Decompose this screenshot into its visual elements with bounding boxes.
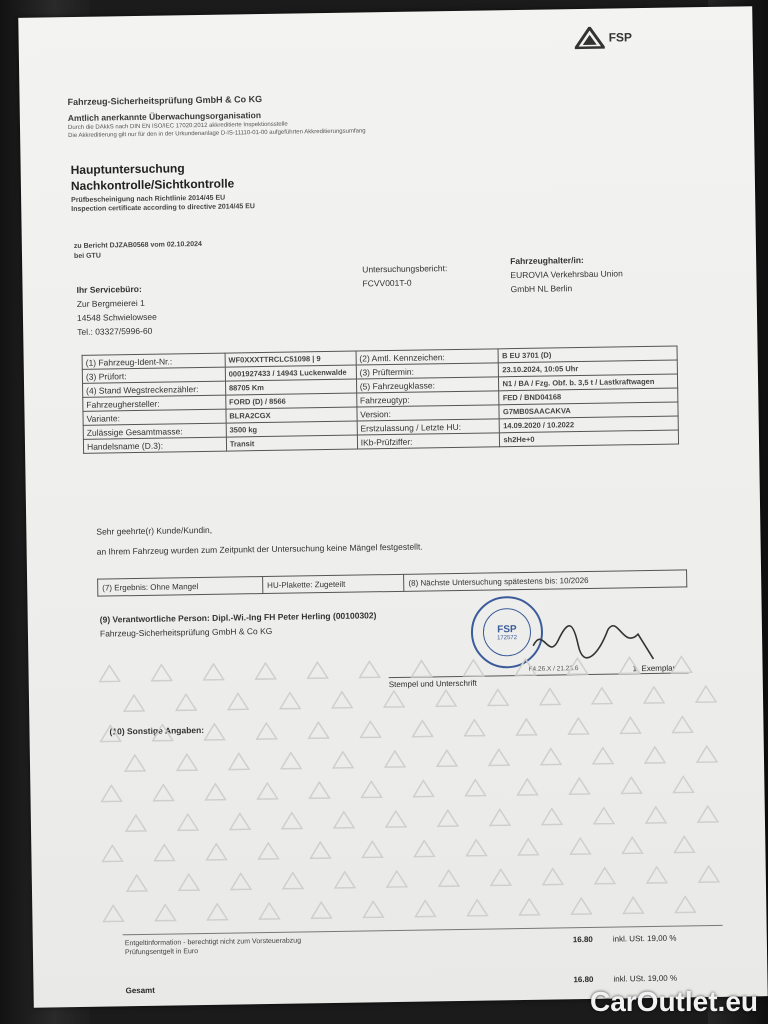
watermark-triangle-icon bbox=[698, 865, 720, 883]
watermark-triangle-icon bbox=[154, 903, 176, 921]
watermark-triangle-icon bbox=[410, 659, 432, 677]
watermark-triangle-icon bbox=[203, 723, 225, 741]
next-inspection-cell: (8) Nächste Untersuchung spätestens bis: 10/2026 bbox=[404, 570, 687, 591]
doc-title: Hauptuntersuchung bbox=[70, 161, 185, 178]
details-value: G7MB0SAACAKVA bbox=[499, 402, 678, 419]
details-value: FORD (D) / 8566 bbox=[226, 393, 357, 409]
watermark-triangle-icon bbox=[517, 838, 539, 856]
watermark-triangle-icon bbox=[540, 747, 562, 765]
total-tax: inkl. USt. 19,00 % bbox=[613, 973, 678, 984]
watermark-triangle-icon bbox=[621, 836, 643, 854]
watermark-triangle-icon bbox=[100, 784, 122, 802]
watermark-triangle-icon bbox=[229, 812, 251, 830]
caroutlet-watermark: CarOutlet.eu bbox=[589, 986, 758, 1017]
watermark-triangle-icon bbox=[99, 724, 121, 742]
watermark-triangle-icon bbox=[466, 899, 488, 917]
watermark-triangle-icon bbox=[465, 839, 487, 857]
watermark-triangle-icon bbox=[306, 661, 328, 679]
watermark-triangle-icon bbox=[227, 692, 249, 710]
watermark-triangle-icon bbox=[309, 841, 331, 859]
watermark-triangle-icon bbox=[697, 805, 719, 823]
details-value: 14.09.2020 / 10.2022 bbox=[500, 416, 679, 433]
details-label: Fahrzeughersteller: bbox=[83, 395, 226, 411]
watermark-triangle-icon bbox=[567, 717, 589, 735]
watermark-triangle-icon bbox=[178, 873, 200, 891]
watermark-triangle-icon bbox=[205, 843, 227, 861]
fee-info-line-2: Prüfungsentgelt in Euro bbox=[124, 948, 199, 957]
details-label: IKb-Prüfziffer: bbox=[357, 433, 500, 449]
watermark-triangle-icon bbox=[412, 779, 434, 797]
responsible-org: Fahrzeug-Sicherheitsprüfung GmbH & Co KG bbox=[99, 625, 273, 639]
watermark-triangle-icon bbox=[384, 750, 406, 768]
watermark-triangle-icon bbox=[257, 842, 279, 860]
watermark-triangle-icon bbox=[620, 776, 642, 794]
total-label: Gesamt bbox=[125, 985, 155, 996]
fsp-triangle-icon bbox=[574, 27, 604, 49]
accreditation-line-2: Die Akkreditierung gilt nur für den in der Urkundenanlage D-IS-11110-01-00 aufgeführten Akkreditierungsumfang bbox=[68, 128, 366, 140]
signature-meta: F4.26.X / 21.23.6 bbox=[528, 665, 579, 673]
watermark-triangle-icon bbox=[539, 687, 561, 705]
results-table bbox=[97, 569, 687, 596]
org-name: Fahrzeug-Sicherheitsprüfung GmbH & Co KG bbox=[67, 94, 263, 108]
other-info-heading: (10) Sonstige Angaben: bbox=[109, 724, 205, 737]
watermark-triangle-icon bbox=[695, 685, 717, 703]
watermark-triangle-icon bbox=[414, 899, 436, 917]
directive-de: Prüfbescheinigung nach Richtlinie 2014/45 EU bbox=[71, 194, 226, 205]
watermark-triangle-icon bbox=[541, 807, 563, 825]
watermark-triangle-icon bbox=[206, 903, 228, 921]
watermark-triangle-icon bbox=[696, 745, 718, 763]
stamp-text: FSP bbox=[497, 623, 517, 635]
report-heading: Untersuchungsbericht: bbox=[362, 263, 448, 275]
details-label: Fahrzeugtyp: bbox=[356, 391, 499, 407]
watermark-triangle-icon bbox=[281, 811, 303, 829]
watermark-triangle-icon bbox=[438, 869, 460, 887]
watermark-triangle-icon bbox=[150, 663, 172, 681]
signature-label: Stempel und Unterschrift bbox=[388, 678, 477, 690]
signature-line bbox=[389, 672, 689, 678]
directive-en: Inspection certificate according to directive 2014/45 EU bbox=[71, 203, 255, 214]
details-label: (3) Prüfort: bbox=[82, 367, 225, 383]
copy-label: 1. Exemplar bbox=[632, 663, 676, 674]
details-value: 3500 kg bbox=[226, 421, 357, 437]
watermark-triangle-icon bbox=[151, 723, 173, 741]
accreditation-line-1: Durch die DAkkS nach DIN EN ISO/IEC 17020:2012 akkreditierte Inspektionsstelle bbox=[67, 121, 288, 132]
fsp-logo bbox=[574, 26, 632, 49]
owner-line-2: GmbH NL Berlin bbox=[510, 283, 573, 295]
watermark-triangle-icon bbox=[333, 811, 355, 829]
watermark-triangle-icon bbox=[177, 813, 199, 831]
watermark-triangle-icon bbox=[645, 806, 667, 824]
details-value: 23.10.2024, 10:05 Uhr bbox=[499, 360, 678, 377]
watermark-triangle-icon bbox=[487, 688, 509, 706]
watermark-triangle-icon bbox=[566, 657, 588, 675]
watermark-triangle-icon bbox=[672, 775, 694, 793]
watermark-triangle-icon bbox=[282, 871, 304, 889]
watermark-triangle-icon bbox=[619, 716, 641, 734]
watermark-triangle-icon bbox=[464, 779, 486, 797]
details-value: N1 / BA / Fzg. Obf. b. 3,5 t / Lastkraftwagen bbox=[499, 374, 678, 391]
watermark-triangle-icon bbox=[124, 754, 146, 772]
service-office-city: 14548 Schwielowsee bbox=[76, 311, 157, 323]
watermark-triangle-icon bbox=[279, 691, 301, 709]
watermark-triangle-icon bbox=[594, 867, 616, 885]
result-cell: (7) Ergebnis: Ohne Mangel bbox=[98, 577, 263, 597]
watermark-triangle-icon bbox=[569, 837, 591, 855]
report-reference: zu Bericht DJZAB0568 vom 02.10.2024 bbox=[73, 240, 202, 250]
details-value: B EU 3701 (D) bbox=[499, 346, 678, 363]
watermark-triangle-icon bbox=[310, 901, 332, 919]
watermark-triangle-icon bbox=[204, 783, 226, 801]
watermark-triangle-icon bbox=[437, 809, 459, 827]
watermark-triangle-icon bbox=[176, 753, 198, 771]
watermark-triangle-icon bbox=[175, 693, 197, 711]
inspection-certificate bbox=[18, 6, 767, 1007]
watermark-triangle-icon bbox=[385, 810, 407, 828]
watermark-triangle-icon bbox=[360, 780, 382, 798]
watermark-triangle-icon bbox=[673, 835, 695, 853]
watermark-triangle-icon bbox=[123, 694, 145, 712]
fee-tax: inkl. USt. 19,00 % bbox=[612, 933, 677, 944]
details-label: Erstzulassung / Letzte HU: bbox=[357, 419, 500, 435]
watermark-triangle-icon bbox=[570, 897, 592, 915]
details-value: 88705 Km bbox=[225, 379, 356, 395]
watermark-triangle-icon bbox=[331, 691, 353, 709]
watermark-triangle-icon bbox=[101, 844, 123, 862]
watermark-triangle-icon bbox=[643, 686, 665, 704]
watermark-triangle-icon bbox=[462, 659, 484, 677]
watermark-triangle-icon bbox=[674, 895, 696, 913]
watermark-triangle-icon bbox=[280, 751, 302, 769]
watermark-triangle-icon bbox=[516, 778, 538, 796]
watermark-triangle-icon bbox=[542, 867, 564, 885]
details-value: 0001927433 / 14943 Luckenwalde bbox=[225, 365, 356, 381]
total-amount: 16.80 bbox=[573, 974, 594, 985]
watermark-triangle-icon bbox=[334, 871, 356, 889]
watermark-triangle-icon bbox=[488, 748, 510, 766]
details-value: Transit bbox=[226, 435, 357, 451]
plakette-cell: HU-Plakette: Zugeteilt bbox=[262, 574, 404, 593]
watermark-triangle-icon bbox=[622, 896, 644, 914]
details-label: (4) Stand Wegstreckenzähler: bbox=[83, 381, 226, 397]
watermark-triangle-icon bbox=[644, 746, 666, 764]
details-label: Variante: bbox=[83, 409, 226, 425]
watermark-triangle-icon bbox=[359, 720, 381, 738]
watermark-triangle-icon bbox=[255, 722, 277, 740]
details-value: BLRA2CGX bbox=[226, 407, 357, 423]
service-office-phone: Tel.: 03327/5996-60 bbox=[77, 325, 153, 337]
watermark-triangle-icon bbox=[411, 719, 433, 737]
vehicle-details-table bbox=[82, 346, 679, 454]
watermark-triangle-icon bbox=[413, 839, 435, 857]
watermark-triangle-icon bbox=[102, 904, 124, 922]
watermark-triangle-icon bbox=[568, 777, 590, 795]
watermark-triangle-icon bbox=[361, 840, 383, 858]
details-value: FED / BND04168 bbox=[499, 388, 678, 405]
watermark-triangle-icon bbox=[592, 747, 614, 765]
watermark-triangle-icon bbox=[490, 868, 512, 886]
details-value: sh2He+0 bbox=[500, 430, 679, 447]
watermark-triangle-icon bbox=[332, 751, 354, 769]
watermark-triangle-icon bbox=[671, 715, 693, 733]
watermark-triangle-icon bbox=[228, 752, 250, 770]
details-label: (1) Fahrzeug-Ident-Nr.: bbox=[82, 353, 225, 369]
stamp-number: 172572 bbox=[497, 634, 518, 641]
watermark-triangle-icon bbox=[98, 664, 120, 682]
watermark-triangle-icon bbox=[362, 900, 384, 918]
details-label: Zulässige Gesamtmasse: bbox=[83, 423, 226, 439]
watermark-triangle-icon bbox=[670, 655, 692, 673]
letter-greeting: Sehr geehrte(r) Kunde/Kundin, bbox=[96, 524, 213, 537]
watermark-triangle-icon bbox=[152, 783, 174, 801]
details-label: Version: bbox=[357, 405, 500, 421]
watermark-triangle-icon bbox=[125, 814, 147, 832]
watermark-triangle-icon bbox=[646, 866, 668, 884]
watermark-triangle-icon bbox=[308, 781, 330, 799]
watermark-triangle-icon bbox=[618, 656, 640, 674]
service-office-street: Zur Bergmeierei 1 bbox=[76, 297, 145, 309]
watermark-triangle-icon bbox=[593, 807, 615, 825]
responsible-person: (9) Verantwortliche Person: Dipl.-Wi.-Ing FH Peter Herling (00100302) bbox=[99, 610, 377, 625]
watermark-triangle-icon bbox=[435, 689, 457, 707]
watermark-triangle-icon bbox=[489, 808, 511, 826]
owner-line-1: EUROVIA Verkehrsbau Union bbox=[510, 268, 623, 281]
watermark-triangle-icon bbox=[358, 660, 380, 678]
watermark-triangle-icon bbox=[463, 719, 485, 737]
watermark-triangle-icon bbox=[514, 658, 536, 676]
watermark-triangle-icon bbox=[258, 902, 280, 920]
accreditation-title: Amtlich anerkannte Überwachungsorganisation bbox=[67, 110, 262, 124]
watermark-triangle-icon bbox=[518, 898, 540, 916]
report-number: FCVV001T-0 bbox=[362, 277, 412, 289]
owner-heading: Fahrzeughalter/in: bbox=[510, 254, 584, 267]
watermark-triangle-icon bbox=[436, 749, 458, 767]
doc-subtitle: Nachkontrolle/Sichtkontrolle bbox=[70, 176, 235, 194]
watermark-triangle-icon bbox=[126, 874, 148, 892]
letter-body: an Ihrem Fahrzeug wurden zum Zeitpunkt der Untersuchung keine Mängel festgestellt. bbox=[96, 541, 423, 557]
watermark-triangle-icon bbox=[202, 663, 224, 681]
details-value: WF0XXXTTRCLC51098 | 9 bbox=[225, 351, 356, 367]
details-label: Handelsname (D.3): bbox=[83, 437, 226, 453]
watermark-triangle-icon bbox=[515, 718, 537, 736]
watermark-triangle-icon bbox=[307, 721, 329, 739]
details-label: (5) Fahrzeugklasse: bbox=[356, 377, 499, 393]
details-label: (3) Prüftermin: bbox=[356, 363, 499, 379]
details-label: (2) Amtl. Kennzeichen: bbox=[356, 349, 499, 365]
watermark-triangle-icon bbox=[153, 843, 175, 861]
watermark-triangle-icon bbox=[591, 687, 613, 705]
service-office-heading: Ihr Servicebüro: bbox=[76, 283, 142, 295]
fee-amount: 16.80 bbox=[572, 934, 593, 945]
report-place: bei GTU bbox=[73, 252, 101, 260]
watermark-triangle-icon bbox=[230, 872, 252, 890]
logo-text: FSP bbox=[608, 30, 633, 45]
watermark-triangle-icon bbox=[254, 662, 276, 680]
watermark-triangle-icon bbox=[256, 782, 278, 800]
security-watermark-pattern bbox=[18, 6, 752, 18]
watermark-triangle-icon bbox=[386, 870, 408, 888]
watermark-triangle-icon bbox=[383, 690, 405, 708]
fee-info-line-1: Entgeltinformation - berechtigt nicht zum Vorsteuerabzug bbox=[124, 937, 302, 948]
